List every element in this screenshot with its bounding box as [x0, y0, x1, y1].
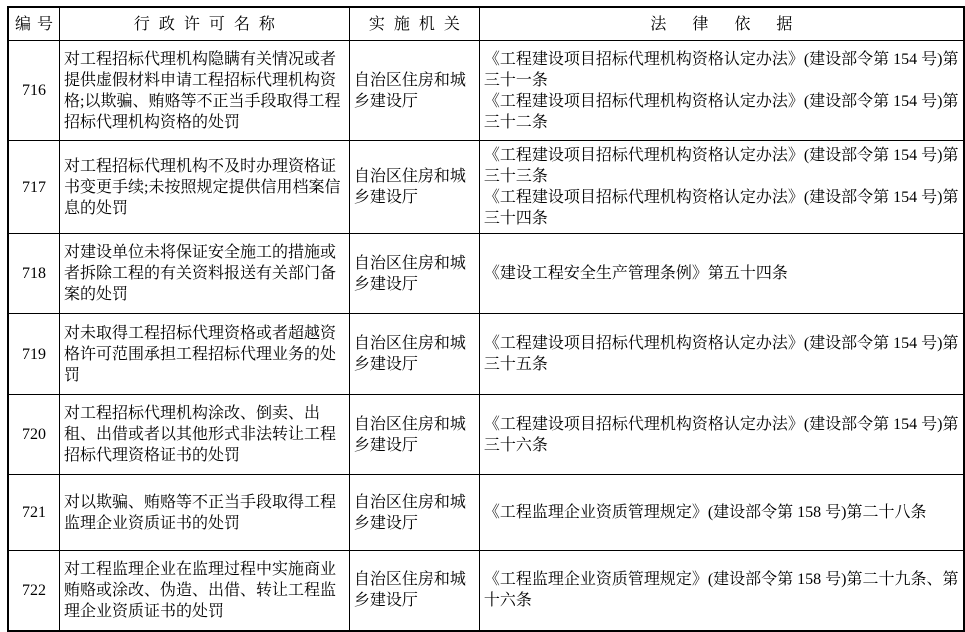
agency-cell: 自治区住房和城乡建设厅: [349, 234, 479, 314]
row-id-cell: 722: [8, 551, 60, 631]
agency-cell: 自治区住房和城乡建设厅: [349, 41, 479, 141]
administrative-permits-table: [7, 6, 965, 632]
permit-name-cell: 对未取得工程招标代理资格或者超越资格许可范围承担工程招标代理业务的处罚: [60, 314, 350, 395]
header-name: 行政许可名称: [60, 7, 350, 41]
header-row: [8, 7, 964, 41]
agency-cell: 自治区住房和城乡建设厅: [349, 551, 479, 631]
agency-cell: 自治区住房和城乡建设厅: [349, 141, 479, 234]
legal-basis-entry: 《工程建设项目招标代理机构资格认定办法》(建设部令第 154 号)第三十四条: [483, 189, 959, 227]
permit-name-cell: 对以欺骗、贿赂等不正当手段取得工程监理企业资质证书的处罚: [60, 475, 350, 551]
legal-basis-cell: [479, 141, 964, 234]
legal-basis-entry: 《工程建设项目招标代理机构资格认定办法》(建设部令第 154 号)第三十二条: [483, 92, 959, 131]
table-row: [8, 395, 964, 475]
row-id-cell: 721: [8, 475, 60, 551]
legal-basis-entry: 《工程建设项目招标代理机构资格认定办法》(建设部令第 154 号)第三十六条: [483, 415, 959, 454]
table-row: [8, 234, 964, 314]
row-id-cell: 717: [8, 141, 60, 234]
permit-name-cell: 对建设单位未将保证安全施工的措施或者拆除工程的有关资料报送有关部门备案的处罚: [60, 234, 350, 314]
table-row: [8, 314, 964, 395]
table-row: [8, 551, 964, 631]
legal-basis-cell: [479, 314, 964, 395]
legal-basis-cell: [479, 234, 964, 314]
header-id: 编号: [8, 7, 60, 41]
agency-cell: 自治区住房和城乡建设厅: [349, 475, 479, 551]
row-id-cell: 720: [8, 395, 60, 475]
row-id-cell: 718: [8, 234, 60, 314]
legal-basis-entry: 《建设工程安全生产管理条例》第五十四条: [483, 265, 788, 282]
legal-basis-entry: 《工程监理企业资质管理规定》(建设部令第 158 号)第二十八条: [483, 504, 927, 521]
table-row: [8, 41, 964, 141]
table-row: [8, 475, 964, 551]
legal-basis-entry: 《工程建设项目招标代理机构资格认定办法》(建设部令第 154 号)第三十三条: [483, 147, 959, 185]
legal-basis-entry: 《工程监理企业资质管理规定》(建设部令第 158 号)第二十九条、第十六条: [483, 571, 959, 610]
header-agency: 实施机关: [349, 7, 479, 41]
permit-name-cell: 对工程招标代理机构隐瞒有关情况或者提供虚假材料申请工程招标代理机构资格;以欺骗、贿赂等不正当手段取得工程招标代理机构资格的处罚: [60, 41, 350, 141]
legal-basis-cell: [479, 41, 964, 141]
agency-cell: 自治区住房和城乡建设厅: [349, 314, 479, 395]
agency-cell: 自治区住房和城乡建设厅: [349, 395, 479, 475]
header-legal: 法律依据: [479, 7, 964, 41]
legal-basis-cell: [479, 395, 964, 475]
permit-name-cell: 对工程招标代理机构涂改、倒卖、出租、出借或者以其他形式非法转让工程招标代理资格证书的处罚: [60, 395, 350, 475]
legal-basis-cell: [479, 475, 964, 551]
row-id-cell: 719: [8, 314, 60, 395]
legal-basis-cell: [479, 551, 964, 631]
permit-name-cell: 对工程监理企业在监理过程中实施商业贿赂或涂改、伪造、出借、转让工程监理企业资质证书的处罚: [60, 551, 350, 631]
permit-name-cell: 对工程招标代理机构不及时办理资格证书变更手续;未按照规定提供信用档案信息的处罚: [60, 141, 350, 234]
table-row: [8, 141, 964, 234]
legal-basis-entry: 《工程建设项目招标代理机构资格认定办法》(建设部令第 154 号)第三十五条: [483, 335, 959, 373]
row-id-cell: 716: [8, 41, 60, 141]
legal-basis-entry: 《工程建设项目招标代理机构资格认定办法》(建设部令第 154 号)第三十一条: [483, 50, 959, 89]
